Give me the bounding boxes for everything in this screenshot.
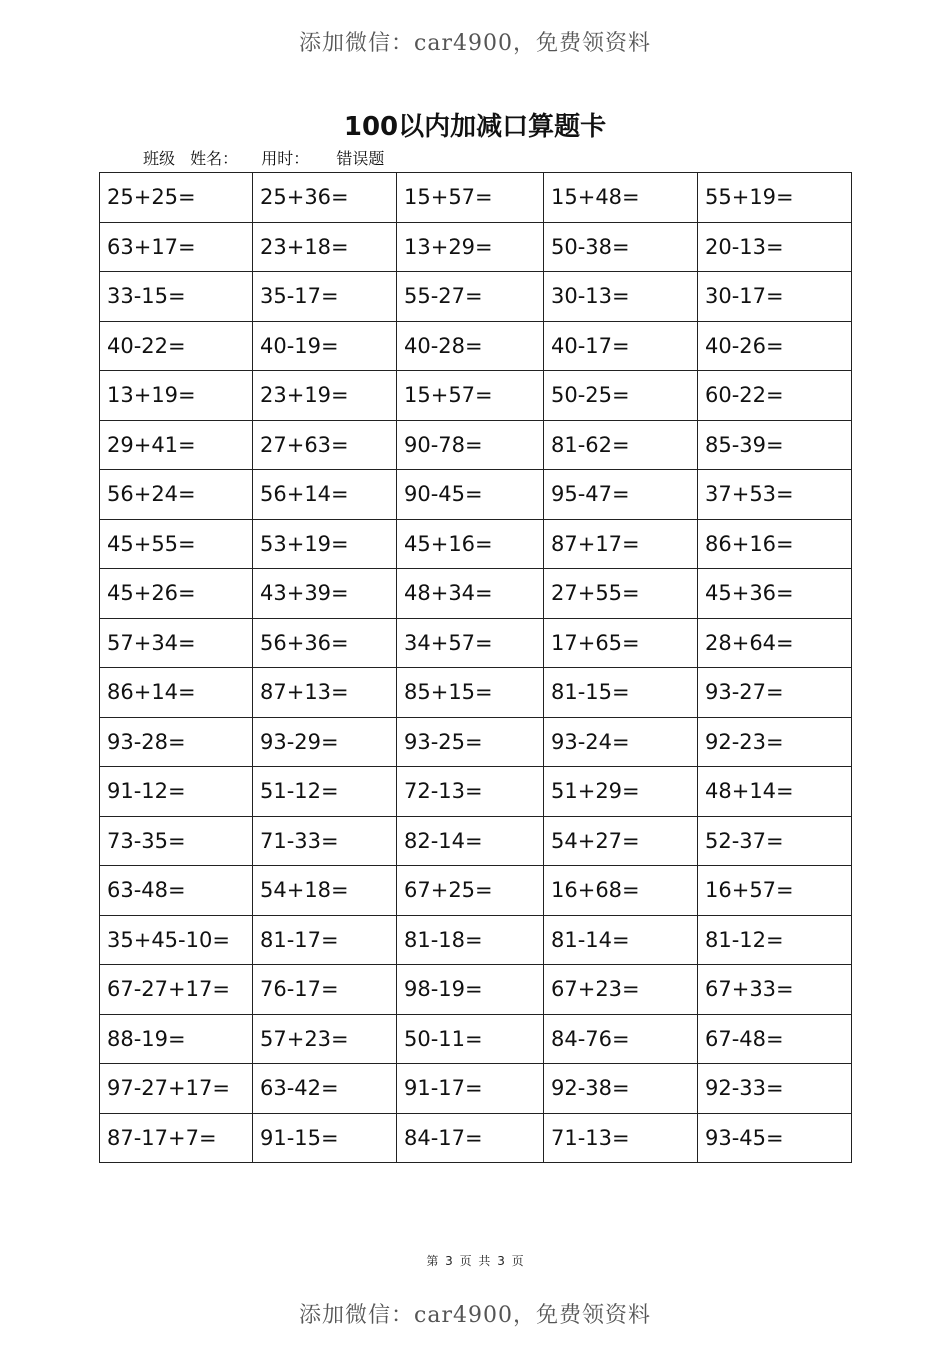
problem-cell: 72-13= [397,767,544,817]
student-info-line [143,146,384,169]
problem-cell: 20-13= [698,222,852,272]
problem-cell: 81-14= [544,915,698,965]
problem-row [100,321,852,371]
problem-cell: 40-22= [100,321,253,371]
problem-cell: 63-42= [253,1064,397,1114]
problem-cell: 48+34= [397,569,544,619]
time-label: 用时： [261,149,310,168]
problem-cell: 92-33= [698,1064,852,1114]
problem-cell: 90-45= [397,470,544,520]
problem-cell: 37+53= [698,470,852,520]
problem-cell: 30-17= [698,272,852,322]
problem-cell: 13+29= [397,222,544,272]
problem-cell: 28+64= [698,618,852,668]
problem-cell: 71-33= [253,816,397,866]
problem-cell: 97-27+17= [100,1064,253,1114]
problem-cell: 93-24= [544,717,698,767]
problem-cell: 60-22= [698,371,852,421]
problem-cell: 16+68= [544,866,698,916]
problem-cell: 50-38= [544,222,698,272]
problem-cell: 45+16= [397,519,544,569]
problem-cell: 87+17= [544,519,698,569]
problem-cell: 53+19= [253,519,397,569]
problem-row [100,816,852,866]
problem-cell: 43+39= [253,569,397,619]
problem-row [100,915,852,965]
problem-cell: 45+36= [698,569,852,619]
problem-cell: 35+45-10= [100,915,253,965]
problem-cell: 73-35= [100,816,253,866]
problem-row [100,866,852,916]
problem-cell: 93-25= [397,717,544,767]
problem-cell: 17+65= [544,618,698,668]
problem-cell: 76-17= [253,965,397,1015]
problem-cell: 40-28= [397,321,544,371]
problem-cell: 67-27+17= [100,965,253,1015]
problem-cell: 30-13= [544,272,698,322]
problem-row [100,272,852,322]
watermark-top: 添加微信：car4900，免费领资料 [299,31,651,56]
problem-cell: 45+55= [100,519,253,569]
problem-cell: 86+16= [698,519,852,569]
problem-cell: 25+36= [253,173,397,223]
problem-row [100,173,852,223]
problem-cell: 57+23= [253,1014,397,1064]
problem-cell: 98-19= [397,965,544,1015]
problem-row [100,1014,852,1064]
problem-cell: 88-19= [100,1014,253,1064]
problem-cell: 93-28= [100,717,253,767]
problem-cell: 55-27= [397,272,544,322]
problem-cell: 93-27= [698,668,852,718]
problem-cell: 56+14= [253,470,397,520]
problem-cell: 93-29= [253,717,397,767]
problem-cell: 50-25= [544,371,698,421]
problem-cell: 54+27= [544,816,698,866]
problem-cell: 29+41= [100,420,253,470]
problem-cell: 87+13= [253,668,397,718]
problem-cell: 23+19= [253,371,397,421]
problem-cell: 67+33= [698,965,852,1015]
problem-row [100,222,852,272]
problem-cell: 92-23= [698,717,852,767]
problem-cell: 15+57= [397,173,544,223]
problem-cell: 87-17+7= [100,1113,253,1163]
problem-grid-body [100,173,852,1163]
problem-cell: 50-11= [397,1014,544,1064]
problem-cell: 63+17= [100,222,253,272]
problem-cell: 92-38= [544,1064,698,1114]
problem-cell: 81-18= [397,915,544,965]
problem-cell: 91-15= [253,1113,397,1163]
problem-row [100,519,852,569]
problem-row [100,767,852,817]
class-label: 班级 [143,149,176,168]
problem-cell: 85+15= [397,668,544,718]
problem-cell: 52-37= [698,816,852,866]
problem-cell: 71-13= [544,1113,698,1163]
problem-cell: 40-17= [544,321,698,371]
problem-cell: 15+48= [544,173,698,223]
name-label: 姓名： [190,149,239,168]
problem-cell: 16+57= [698,866,852,916]
errors-label: 错误题 [336,149,385,168]
problem-cell: 51+29= [544,767,698,817]
problem-cell: 67+23= [544,965,698,1015]
problem-grid [99,172,852,1163]
problem-cell: 40-19= [253,321,397,371]
problem-cell: 57+34= [100,618,253,668]
problem-cell: 27+63= [253,420,397,470]
problem-row [100,668,852,718]
problem-cell: 90-78= [397,420,544,470]
problem-row [100,618,852,668]
problem-cell: 33-15= [100,272,253,322]
problem-cell: 48+14= [698,767,852,817]
problem-cell: 27+55= [544,569,698,619]
problem-cell: 91-12= [100,767,253,817]
problem-row [100,965,852,1015]
problem-cell: 86+14= [100,668,253,718]
problem-cell: 63-48= [100,866,253,916]
problem-cell: 81-17= [253,915,397,965]
problem-row [100,420,852,470]
problem-row [100,371,852,421]
problem-cell: 54+18= [253,866,397,916]
problem-cell: 34+57= [397,618,544,668]
problem-row [100,569,852,619]
problem-row [100,1113,852,1163]
problem-cell: 85-39= [698,420,852,470]
problem-cell: 67+25= [397,866,544,916]
watermark-bottom: 添加微信：car4900，免费领资料 [299,1303,651,1328]
problem-cell: 13+19= [100,371,253,421]
problem-row [100,470,852,520]
problem-cell: 82-14= [397,816,544,866]
problem-cell: 81-62= [544,420,698,470]
problem-cell: 51-12= [253,767,397,817]
problem-cell: 84-76= [544,1014,698,1064]
problem-cell: 81-12= [698,915,852,965]
problem-cell: 23+18= [253,222,397,272]
problem-cell: 15+57= [397,371,544,421]
problem-row [100,1064,852,1114]
problem-cell: 93-45= [698,1113,852,1163]
problem-cell: 91-17= [397,1064,544,1114]
problem-cell: 55+19= [698,173,852,223]
problem-cell: 84-17= [397,1113,544,1163]
problem-cell: 67-48= [698,1014,852,1064]
problem-cell: 40-26= [698,321,852,371]
problem-cell: 81-15= [544,668,698,718]
problem-cell: 56+36= [253,618,397,668]
page-title: 100以内加减口算题卡 [343,112,607,142]
problem-row [100,717,852,767]
page-number: 第 3 页 共 3 页 [426,1254,524,1268]
problem-cell: 35-17= [253,272,397,322]
problem-cell: 56+24= [100,470,253,520]
problem-cell: 45+26= [100,569,253,619]
problem-cell: 95-47= [544,470,698,520]
problem-cell: 25+25= [100,173,253,223]
